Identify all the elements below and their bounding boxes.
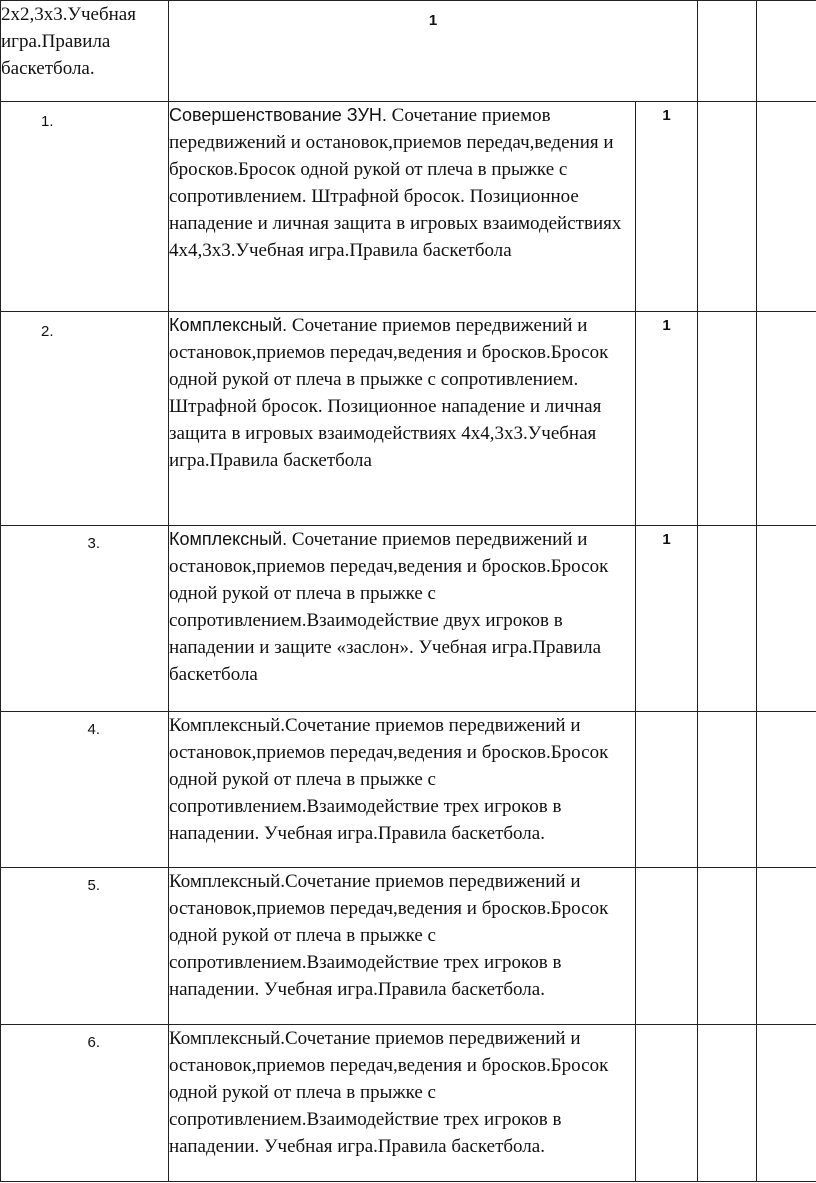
lesson-type-label: Комплексный. — [169, 529, 288, 549]
empty-cell — [698, 1025, 757, 1182]
table-row — [1, 312, 816, 526]
lesson-number-cell — [1, 312, 169, 526]
lesson-content-text: Комплексный.Сочетание приемов передвижений и остановок,приемов передач,ведения и бросков.Бросок одной рукой от плеча в прыжке с сопротивлением.Взаимодействие трех игроков в нападении. Учебная игра.Правила баскетбола. — [169, 871, 609, 1000]
hours-value: 1 — [662, 531, 671, 548]
table-row — [1, 712, 816, 868]
table-row — [1, 102, 816, 312]
lesson-number: 6. — [87, 1034, 100, 1051]
empty-cell — [757, 712, 816, 868]
table-row — [1, 1025, 816, 1182]
lesson-number: 2. — [41, 323, 54, 340]
empty-cell — [698, 102, 757, 312]
empty-cell — [757, 102, 816, 312]
empty-cell — [757, 868, 816, 1025]
lesson-content-cell — [169, 868, 636, 1025]
lesson-topic-text: 2х2,3х3.Учебная игра.Правила баскетбола. — [1, 4, 136, 79]
hours-cell — [636, 712, 698, 868]
hours-cell — [169, 1, 698, 102]
empty-cell — [757, 526, 816, 712]
table-row — [1, 526, 816, 712]
lesson-content-cell — [169, 526, 636, 712]
lesson-content-cell — [169, 1025, 636, 1182]
lesson-number-cell — [1, 526, 169, 712]
lesson-content-cell — [169, 312, 636, 526]
lesson-number: 5. — [87, 877, 100, 894]
lesson-content-text: Сочетание приемов передвижений и остановок,приемов передач,ведения и бросков.Бросок одной рукой от плеча в прыжке с сопротивлением. Штрафной бросок. Позиционное нападение и личная защита в игровых взаимодействиях 4х4,3х3.Учебная игра.Правила баскетбола — [169, 105, 622, 261]
lesson-content-text: Сочетание приемов передвижений и остановок,приемов передач,ведения и бросков.Бросок одной рукой от плеча в прыжке с сопротивлением. Штрафной бросок. Позиционное нападение и личная защита в игровых взаимодействиях 4х4,3х3.Учебная игра.Правила баскетбола — [169, 315, 609, 471]
hours-cell — [636, 312, 698, 526]
lesson-content-text: Комплексный.Сочетание приемов передвижений и остановок,приемов передач,ведения и бросков.Бросок одной рукой от плеча в прыжке с сопротивлением.Взаимодействие трех игроков в нападении. Учебная игра.Правила баскетбола. — [169, 715, 609, 844]
lesson-number: 4. — [87, 721, 100, 738]
lesson-content-cell — [169, 102, 636, 312]
table-row — [1, 1, 816, 102]
empty-cell — [698, 868, 757, 1025]
lesson-number-cell — [1, 102, 169, 312]
hours-cell — [636, 102, 698, 312]
hours-value: 1 — [662, 317, 671, 334]
hours-cell — [636, 1025, 698, 1182]
empty-cell — [757, 1025, 816, 1182]
hours-value: 1 — [662, 107, 671, 124]
empty-cell — [698, 312, 757, 526]
empty-cell — [757, 312, 816, 526]
lesson-type-label: Комплексный. — [169, 315, 288, 335]
lesson-number-cell — [1, 712, 169, 868]
lesson-topic-cell — [1, 1, 169, 102]
lesson-number: 3. — [87, 535, 100, 552]
lesson-content-text: Сочетание приемов передвижений и остановок,приемов передач,ведения и бросков.Бросок одной рукой от плеча в прыжке с сопротивлением.Взаимодействие двух игроков в нападении и защите «заслон». Учебная игра.Правила баскетбола — [169, 529, 609, 685]
lesson-type-label: Совершенствование ЗУН. — [169, 105, 387, 125]
lesson-content-cell — [169, 712, 636, 868]
empty-cell — [698, 1, 757, 102]
hours-cell — [636, 868, 698, 1025]
empty-cell — [757, 1, 816, 102]
empty-cell — [698, 712, 757, 868]
lesson-number: 1. — [41, 113, 54, 130]
lesson-content-text: Комплексный.Сочетание приемов передвижений и остановок,приемов передач,ведения и бросков.Бросок одной рукой от плеча в прыжке с сопротивлением.Взаимодействие трех игроков в нападении. Учебная игра.Правила баскетбола. — [169, 1028, 609, 1157]
empty-cell — [698, 526, 757, 712]
lesson-number-cell — [1, 1025, 169, 1182]
lesson-number-cell — [1, 868, 169, 1025]
table-row — [1, 868, 816, 1025]
hours-value: 1 — [428, 12, 438, 29]
hours-cell — [636, 526, 698, 712]
